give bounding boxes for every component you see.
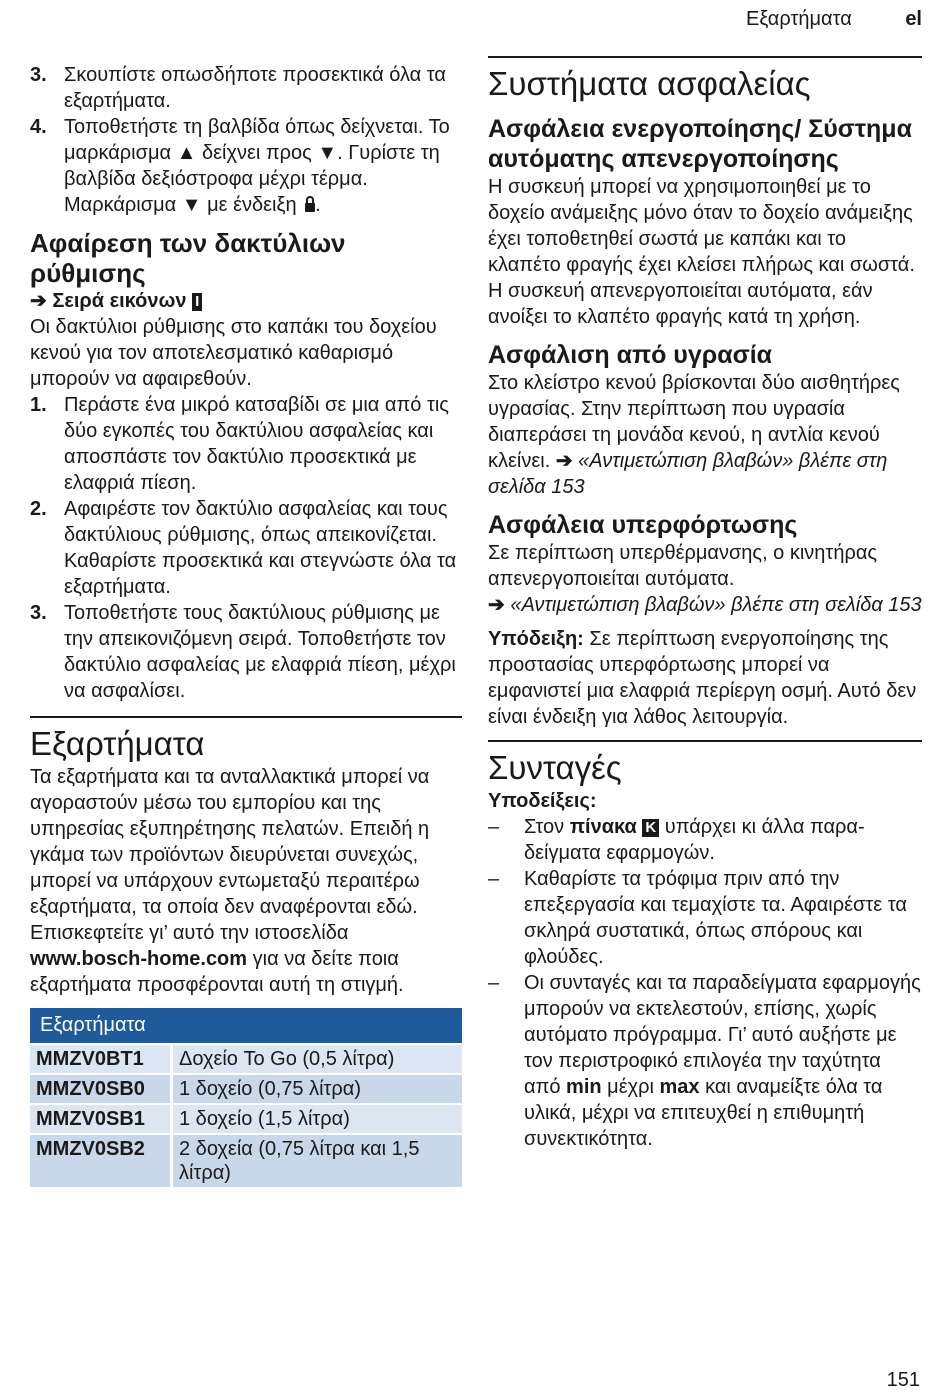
accessories-table: [30, 1006, 462, 1189]
image-badge: I: [192, 293, 202, 311]
page-header: [746, 8, 922, 31]
header-language: el: [905, 8, 922, 30]
triangle-down-icon: ▼: [181, 194, 202, 216]
list-item: – Καθαρίστε τα τρόφιμα πριν από την επεξεργασία και τεμαχίστε τα. Αφαιρέστε τα σκληρά συστατικά, όπως σπόρους και φλούδες.: [488, 868, 907, 968]
step-item: 2. Αφαιρέστε τον δακτύλιο ασφαλείας και τους δακτύλιους ρύθμισης, όπως απεικονίζεται. Καθαρίστε προσεκτικά και στεγνώστε όλα τα εξαρτήματα.: [30, 498, 457, 598]
step-item: 4. Τοποθετήστε τη βαλβίδα όπως δείχνεται. Το μαρκάρισμα ▲ δείχνει προς ▼. Γυρίστε τη βαλβίδα δεξιόστροφα μέχρι τέρμα. Μαρκάρισμα ▼ με ένδειξη .: [30, 116, 450, 216]
arrow-right-icon: ➔: [488, 594, 505, 616]
rings-title: Αφαίρεση των δακτύλιων ρύθμισης: [30, 228, 346, 288]
accessories-title: Εξαρτήματα: [30, 716, 462, 764]
table-badge: K: [642, 819, 659, 837]
step-item: 1. Περάστε ένα μικρό κατσαβίδι σε μια από τις δύο εγκοπές του δακτύλιου ασφαλείας και αποσπάστε τον δακτύλιο προσεκτικά με ελαφριά πίεση.: [30, 394, 449, 494]
table-row: MMZV0SB1 1 δοχείο (1,5 λίτρα): [30, 1105, 462, 1133]
table-header: Εξαρτήματα: [30, 1008, 462, 1043]
page-number: 151: [886, 1369, 920, 1391]
table-row: MMZV0BT1 Δοχείο To Go (0,5 λίτρα): [30, 1045, 462, 1073]
table-row: MMZV0SB2 2 δοχεία (0,75 λίτρα και 1,5 λίτρα): [30, 1135, 462, 1187]
accessories-text: Τα εξαρτήματα και τα ανταλλακτικά μπορεί να αγοραστούν μέσω του εμπορίου και της υπηρεσίας εξυπηρέτησης πελατών. Επειδή η γκάμα των προϊόντων διευρύνεται συνεχώς, μπορεί να υπάρχουν εντωμεταξύ περαιτέρω εξαρτήματα, τα οποία δεν αναφέρονται εδώ. Επισκεφτείτε γι’ αυτό την ιστοσελίδα www.bosch-home.com για να δείτε ποια εξαρτήματα προσφέρονται αυτή τη στιγμή.: [30, 766, 430, 996]
right-column: [488, 56, 922, 1152]
recipes-title: Συνταγές: [488, 740, 922, 788]
troubleshooting-ref: «Αντιμετώπιση βλαβών» βλέπε στη σελίδα 153: [510, 594, 922, 616]
overload-text: Σε περίπτωση υπερθέρμανσης, ο κινητήρας απενεργοποιείται αυτόματα. ➔ «Αντιμετώπιση βλαβών» βλέπε στη σελίδα 153: [488, 542, 922, 616]
left-column: [30, 62, 462, 1189]
rings-intro: Οι δακτύλιοι ρύθμισης στο καπάκι του δοχείου κενού για τον αποτελεσματικό καθαρισμό μπορούν να αφαιρεθούν.: [30, 316, 437, 390]
list-item: – Οι συνταγές και τα παραδείγματα εφαρμογής μπορούν να εκτελεστούν, επίσης, χωρίς αυτόματο πρόγραμμα. Γι’ αυτό αυξήστε με τον περιστροφικό επιλογέα την ταχύτητα από min μέχρι max και αναμείξτε όλα τα υλικά, μέχρι να επιτευχθεί η επιθυμητή συνεκτικότητα.: [488, 972, 921, 1150]
activation-lock-title: Ασφάλεια ενεργοποίησης/ Σύστημα αυτόματης απενεργοποίησης: [488, 115, 912, 173]
troubleshooting-ref: «Αντιμετώπιση βλαβών» βλέπε στη σελίδα 153: [488, 450, 888, 498]
table-row: MMZV0SB0 1 δοχείο (0,75 λίτρα): [30, 1075, 462, 1103]
lock-icon: [305, 203, 315, 212]
overload-hint: Υπόδειξη: Σε περίπτωση ενεργοποίησης της προστασίας υπερφόρτωσης μπορεί να εμφανιστεί μια ελαφριά περίεργη οσμή. Αυτό δεν είναι ένδειξη για λάθος λειτουργία.: [488, 628, 917, 728]
activation-lock-text: Η συσκευή μπορεί να χρησιμοποιηθεί με το δοχείο ανάμειξης μόνο όταν το δοχείο ανάμειξης έχει τοποθετηθεί σωστά με καπάκι και το κλαπέτο φραγής έχει κλείσει πλήρως και σωστά. Η συσκευή απενεργοποιείται αυτόματα, εάν ανοίξει το κλαπέτο φραγής κατά τη χρήση.: [488, 176, 915, 328]
arrow-right-icon: ➔: [555, 450, 573, 472]
list-item: – Στον πίνακα K υπάρχει κι άλλα παρα-δείγματα εφαρμογών.: [488, 816, 865, 864]
recipes-hints-label: Υποδείξεις:: [488, 790, 597, 812]
header-section: Εξαρτήματα: [746, 8, 852, 30]
triangle-down-icon: ▼: [317, 142, 338, 164]
triangle-up-icon: ▲: [176, 142, 197, 164]
moisture-lock-title: Ασφάλιση από υγρασία: [488, 341, 773, 369]
step-item: 3. Σκουπίστε οπωσδήποτε προσεκτικά όλα τα εξαρτήματα.: [30, 64, 446, 112]
safety-title: Συστήματα ασφαλείας: [488, 56, 922, 104]
overload-title: Ασφάλεια υπερφόρτωσης: [488, 511, 798, 539]
moisture-lock-text: Στο κλείστρο κενού βρίσκονται δύο αισθητήρες υγρασίας. Στην περίπτωση που υγρασία διαπεράσει τη μονάδα κενού, η αντλία κενού κλείνει. ➔ «Αντιμετώπιση βλαβών» βλέπε στη σελίδα 153: [488, 372, 900, 498]
image-sequence-ref: ➔ Σειρά εικόνων I: [30, 288, 462, 314]
step-item: 3. Τοποθετήστε τους δακτύλιους ρύθμισης με την απεικονιζόμενη σειρά. Τοποθετήστε τον δακτύλιο ασφαλείας με ελαφριά πίεση, μέχρι να ασφαλίσει.: [30, 602, 456, 702]
arrow-right-icon: ➔: [30, 290, 47, 312]
website-link[interactable]: www.bosch-home.com: [30, 948, 248, 970]
